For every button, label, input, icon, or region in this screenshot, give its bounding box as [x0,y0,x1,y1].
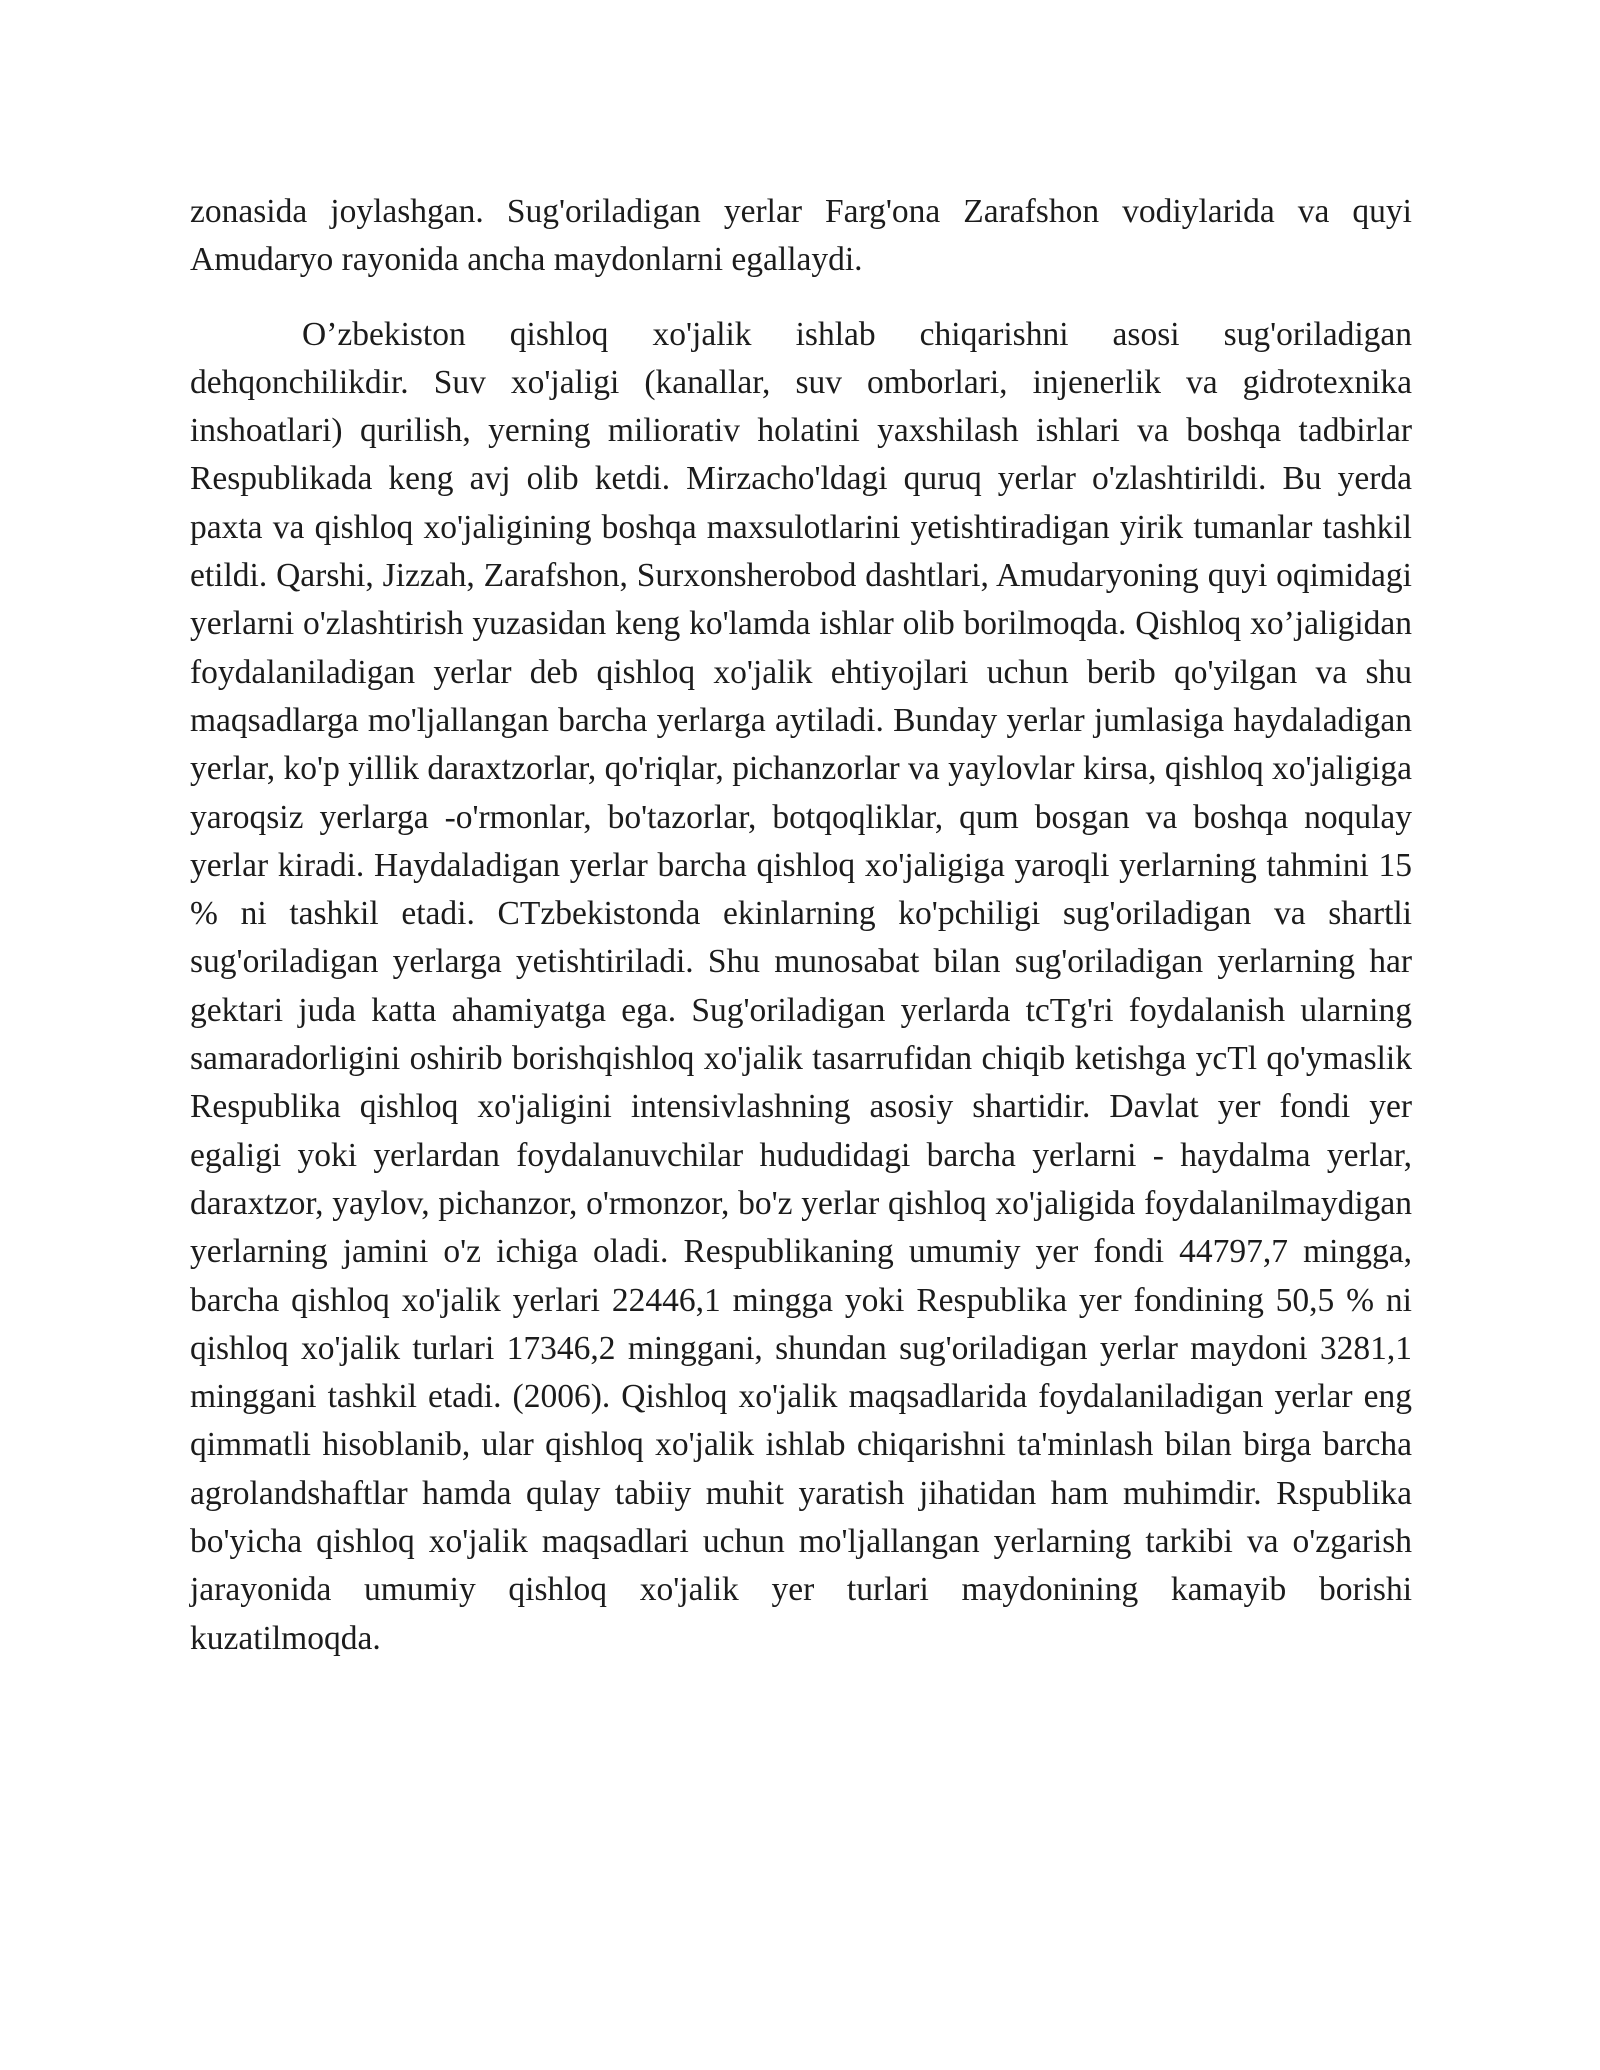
paragraph-main: O’zbekiston qishloq xo'jalik ishlab chiqarishni asosi sug'oriladigan dehqonchilikdir. Suv xo'jaligi (kanallar, suv omborlari, injenerlik va gidrotexnika inshoatlari) qurilish, yerning miliorativ holatini yaxshilash ishlari va boshqa tadbirlar Respublikada keng avj olib ketdi. Mirzacho'ldagi quruq yerlar o'zlashtirildi. Bu yerda paxta va qishloq xo'jaligining boshqa maxsulotlarini yetishtiradigan yirik tumanlar tashkil etildi. Qarshi, Jizzah, Zarafshon, Surxonsherobod dashtlari, Amudaryoning quyi oqimidagi yerlarni o'zlashtirish yuzasidan keng ko'lamda ishlar olib borilmoqda. Qishloq xo’jaligidan foydalaniladigan yerlar deb qishloq xo'jalik ehtiyojlari uchun berib qo'yilgan va shu maqsadlarga mo'ljallangan barcha yerlarga aytiladi. Bunday yerlar jumlasiga haydaladigan yerlar, ko'p yillik daraxtzorlar, qo'riqlar, pichanzorlar va yaylovlar kirsa, qishloq xo'jaligiga yaroqsiz yerlarga -o'rmonlar, bo'tazorlar, botqoqliklar, qum bosgan va boshqa noqulay yerlar kiradi. Haydaladigan yerlar barcha qishloq xo'jaligiga yaroqli yerlarning tahmini 15 % ni tashkil etadi. CTzbekistonda ekinlarning ko'pchiligi sug'oriladigan va shartli sug'oriladigan yerlarga yetishtiriladi. Shu munosabat bilan sug'oriladigan yerlarning har gektari juda katta ahamiyatga ega. Sug'oriladigan yerlarda tcTg'ri foydalanish ularning samaradorligini oshirib borishqishloq xo'jalik tasarrufidan chiqib ketishga ycTl qo'ymaslik Respublika qishloq xo'jaligini intensivlashning asosiy shartidir. Davlat yer fondi yer egaligi yoki yerlardan foydalanuvchilar hududidagi barcha yerlarni - haydalma yerlar, daraxtzor, yaylov, pichanzor, o'rmonzor, bo'z yerlar qishloq xo'jaligida foydalanilmaydigan yerlarning jamini o'z ichiga oladi. Respublikaning umumiy yer fondi 44797,7 mingga, barcha qishloq xo'jalik yerlari 22446,1 mingga yoki Respublika yer fondining 50,5 % ni qishloq xo'jalik turlari 17346,2 minggani, shundan sug'oriladigan yerlar maydoni 3281,1 minggani tashkil etadi. (2006). Qishloq xo'jalik maqsadlarida foydalaniladigan yerlar eng qimmatli hisoblanib, ular qishloq xo'jalik ishlab chiqarishni ta'minlash bilan birga barcha agrolandshaftlar hamda qulay tabiiy muhit yaratish jihatidan ham muhimdir. Rspublika bo'yicha qishloq xo'jalik maqsadlari uchun mo'ljallangan yerlarning tarkibi va o'zgarish jarayonida umumiy qishloq xo'jalik yer turlari maydonining kamayib borishi kuzatilmoqda. [190,315,1412,1657]
paragraph-continued: zonasida joylashgan. Sug'oriladigan yerlar Farg'ona Zarafshon vodiylarida va quyi Amudaryo rayonida ancha maydonlarni egallaydi. [190,193,1412,279]
document-body [190,188,1412,1663]
